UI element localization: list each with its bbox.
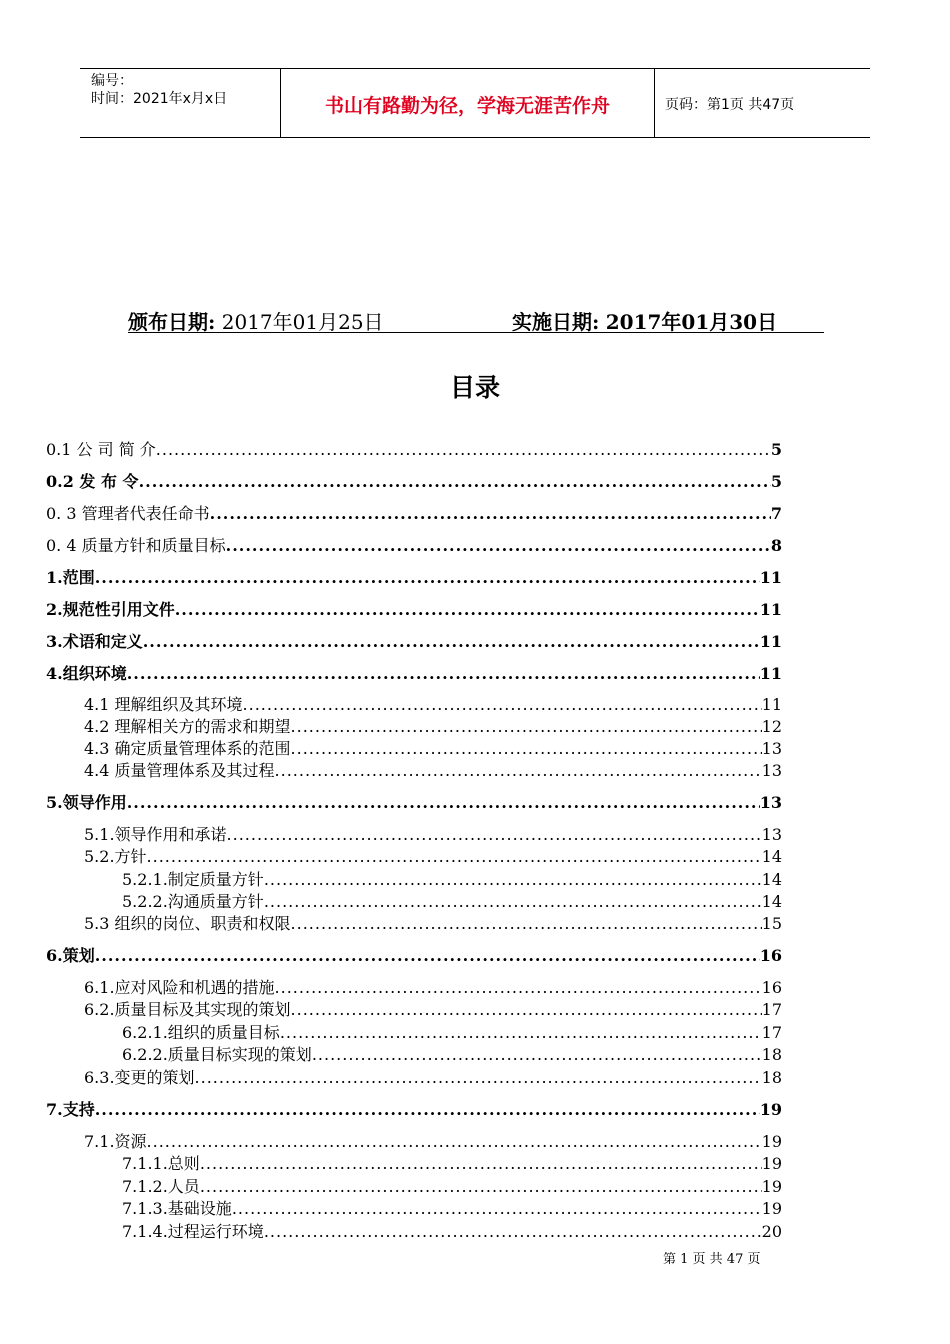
toc-leader <box>195 1068 762 1087</box>
toc-entry-label: 0. 3 管理者代表任命书 <box>46 504 210 523</box>
toc-entry[interactable] <box>84 714 782 737</box>
toc-title: 目录 <box>449 373 500 402</box>
toc-leader <box>175 600 760 619</box>
toc-entry-page: 13 <box>759 793 782 812</box>
toc-entry-page: 14 <box>761 847 782 866</box>
toc-entry-page: 17 <box>761 1023 782 1042</box>
toc-entry-label: 4.1 理解组织及其环境 <box>84 695 243 714</box>
toc-leader <box>127 664 760 683</box>
toc-entry[interactable] <box>84 692 782 715</box>
toc-entry-label: 组织环境 <box>62 664 127 683</box>
toc-entry[interactable] <box>46 629 782 652</box>
page-footer: 第 1 页 共 47 页 <box>663 1252 761 1267</box>
toc-entry-page: 13 <box>761 761 782 780</box>
toc-entry[interactable] <box>84 975 782 998</box>
toc-entry-page: 7 <box>770 504 782 523</box>
toc-entry[interactable] <box>84 997 782 1020</box>
toc-entry-label: 资源 <box>114 1132 147 1151</box>
toc-entry-label: 人员 <box>167 1177 200 1196</box>
toc-entry-page: 18 <box>761 1068 782 1087</box>
toc-leader <box>127 793 760 812</box>
document-header <box>80 68 870 138</box>
toc-entry-number: 1. <box>46 568 63 587</box>
toc-entry[interactable] <box>122 1151 782 1174</box>
toc-entry-number: 6.1. <box>84 978 115 997</box>
toc-entry-page: 15 <box>761 914 782 933</box>
toc-entry[interactable] <box>46 943 782 966</box>
serial-label: 编号： <box>91 73 133 89</box>
toc-leader <box>264 870 762 889</box>
toc-entry-number: 6.2. <box>84 1000 115 1019</box>
toc-entry-label: 领导作用 <box>62 793 127 812</box>
toc-entry[interactable] <box>84 736 782 759</box>
toc-entry-number: 2. <box>46 600 63 619</box>
toc-entry-label: 质量目标及其实现的策划 <box>114 1000 291 1019</box>
toc-entry-page: 19 <box>761 1132 782 1151</box>
header-center-cell <box>281 69 655 137</box>
toc-entry[interactable] <box>84 1065 782 1088</box>
toc-entry-page: 11 <box>759 600 782 619</box>
toc-entry-page: 16 <box>759 946 782 965</box>
effective-date <box>512 306 777 335</box>
toc-leader <box>210 504 771 523</box>
toc-entry-page: 5 <box>770 440 782 459</box>
toc-entry-label: 术语和定义 <box>62 632 143 651</box>
toc-leader <box>312 1045 762 1064</box>
toc-entry-number: 6.2.1. <box>122 1023 168 1042</box>
toc-entry-page: 11 <box>759 664 782 683</box>
toc-entry-number: 4. <box>46 664 63 683</box>
toc-leader <box>243 695 762 714</box>
toc-entry-page: 16 <box>761 978 782 997</box>
toc-entry-page: 13 <box>761 739 782 758</box>
effective-date-label: 实施日期: <box>512 310 600 334</box>
toc-entry-page: 11 <box>759 568 782 587</box>
toc-leader <box>95 568 760 587</box>
time-label: 时间：2021年x月x日 <box>91 91 228 107</box>
toc-entry-label: 总则 <box>167 1154 200 1173</box>
toc-entry-label: 4.4 质量管理体系及其过程 <box>84 761 275 780</box>
toc-entry-number: 3. <box>46 632 63 651</box>
toc-entry-number: 5.2.2. <box>122 892 168 911</box>
motto: 书山有路勤为径，学海无涯苦作舟 <box>324 95 610 117</box>
toc-leader <box>156 440 771 459</box>
toc-entry[interactable] <box>84 822 782 845</box>
toc-entry-label: 质量目标实现的策划 <box>167 1045 312 1064</box>
toc-entry-label: 过程运行环境 <box>167 1222 264 1241</box>
toc-entry-number: 5. <box>46 793 63 812</box>
toc-entry[interactable] <box>46 597 782 620</box>
toc-entry[interactable] <box>46 661 782 684</box>
toc-leader <box>200 1177 762 1196</box>
toc-entry-label: 4.3 确定质量管理体系的范围 <box>84 739 291 758</box>
toc-entry[interactable] <box>122 1219 782 1242</box>
header-left-cell <box>80 69 281 137</box>
toc-entry-number: 7.1. <box>84 1132 115 1151</box>
dates-line <box>128 304 824 333</box>
toc-entry[interactable] <box>122 1020 782 1043</box>
toc-entry-label: 制定质量方针 <box>167 870 264 889</box>
toc-entry[interactable] <box>122 1196 782 1219</box>
toc-leader <box>227 825 762 844</box>
toc-entry[interactable] <box>122 1042 782 1065</box>
toc-entry-label: 方针 <box>114 847 147 866</box>
toc-leader <box>147 1132 762 1151</box>
toc-entry-label: 策划 <box>62 946 95 965</box>
toc-entry-label: 0.2 发 布 令 <box>46 472 139 491</box>
page-info: 页码：第1页 共47页 <box>665 97 795 113</box>
toc-entry-page: 14 <box>761 870 782 889</box>
toc-entry-number: 7.1.4. <box>122 1222 168 1241</box>
toc-entry-label: 基础设施 <box>167 1199 232 1218</box>
toc-entry-number: 7.1.1. <box>122 1154 168 1173</box>
toc-leader <box>275 761 762 780</box>
toc-entry-label: 0.1 公 司 简 介 <box>46 440 156 459</box>
toc-entry-number: 6. <box>46 946 63 965</box>
header-right-cell <box>655 69 870 137</box>
issue-date-label: 颁布日期: <box>128 310 216 334</box>
toc-entry[interactable] <box>84 844 782 867</box>
toc-entry-number: 7.1.2. <box>122 1177 168 1196</box>
toc-leader <box>264 1222 762 1241</box>
toc-leader <box>143 632 760 651</box>
toc-entry[interactable] <box>46 790 782 813</box>
toc-entry-page: 11 <box>761 695 782 714</box>
toc-entry-page: 19 <box>759 1100 782 1119</box>
toc-entry[interactable] <box>84 758 782 781</box>
toc-leader <box>95 1100 760 1119</box>
toc-entry-page: 19 <box>761 1199 782 1218</box>
toc-entry-label: 0. 4 质量方针和质量目标 <box>46 536 226 555</box>
toc-leader <box>200 1154 762 1173</box>
toc-entry[interactable] <box>46 469 782 492</box>
toc-entry[interactable] <box>122 867 782 890</box>
toc-leader <box>291 914 762 933</box>
toc-entry-page: 17 <box>761 1000 782 1019</box>
toc-entry[interactable] <box>46 501 782 524</box>
toc-entry[interactable] <box>84 911 782 934</box>
toc-entry-label: 范围 <box>62 568 95 587</box>
toc-entry-label: 组织的质量目标 <box>167 1023 280 1042</box>
toc-entry-label: 沟通质量方针 <box>167 892 264 911</box>
toc-entry[interactable] <box>46 437 782 460</box>
toc-leader <box>232 1199 762 1218</box>
toc-entry-page: 20 <box>761 1222 782 1241</box>
issue-date-value: 2017年01月25日 <box>221 310 384 334</box>
toc-entry-number: 5.1. <box>84 825 115 844</box>
toc-entry[interactable] <box>122 889 782 912</box>
toc-leader <box>291 717 762 736</box>
toc-entry-number: 6.2.2. <box>122 1045 168 1064</box>
toc-entry-label: 规范性引用文件 <box>62 600 175 619</box>
toc-leader <box>280 1023 762 1042</box>
toc-entry[interactable] <box>46 565 782 588</box>
toc-entry[interactable] <box>84 1129 782 1152</box>
toc-entry-label: 5.3 组织的岗位、职责和权限 <box>84 914 291 933</box>
toc-entry-page: 11 <box>759 632 782 651</box>
effective-date-value: 2017年01月30日 <box>605 310 778 334</box>
toc-entry-label: 领导作用和承诺 <box>114 825 227 844</box>
toc-entry-number: 6.3. <box>84 1068 115 1087</box>
toc-entry[interactable] <box>46 1097 782 1120</box>
toc-entry[interactable] <box>46 533 782 556</box>
toc-entry-number: 5.2.1. <box>122 870 168 889</box>
toc-entry-page: 18 <box>761 1045 782 1064</box>
toc-entry-page: 5 <box>770 472 782 491</box>
issue-date <box>128 306 384 335</box>
toc-entry-label: 变更的策划 <box>114 1068 195 1087</box>
toc-entry-page: 14 <box>761 892 782 911</box>
toc-entry-number: 7.1.3. <box>122 1199 168 1218</box>
toc-leader <box>95 946 760 965</box>
toc-leader <box>264 892 762 911</box>
toc-entry-page: 19 <box>761 1154 782 1173</box>
toc-entry-label: 应对风险和机遇的措施 <box>114 978 275 997</box>
toc-leader <box>291 1000 762 1019</box>
toc-leader <box>139 472 771 491</box>
toc-entry-number: 7. <box>46 1100 63 1119</box>
toc-entry-page: 12 <box>761 717 782 736</box>
toc-entry-number: 5.2. <box>84 847 115 866</box>
toc-leader <box>147 847 762 866</box>
toc-entry[interactable] <box>122 1174 782 1197</box>
toc-entry-page: 13 <box>761 825 782 844</box>
toc-entry-label: 4.2 理解相关方的需求和期望 <box>84 717 291 736</box>
toc-leader <box>291 739 762 758</box>
toc-leader <box>275 978 762 997</box>
toc-entry-page: 19 <box>761 1177 782 1196</box>
toc-entry-label: 支持 <box>62 1100 95 1119</box>
toc-entry-page: 8 <box>770 536 782 555</box>
toc-leader <box>226 536 771 555</box>
